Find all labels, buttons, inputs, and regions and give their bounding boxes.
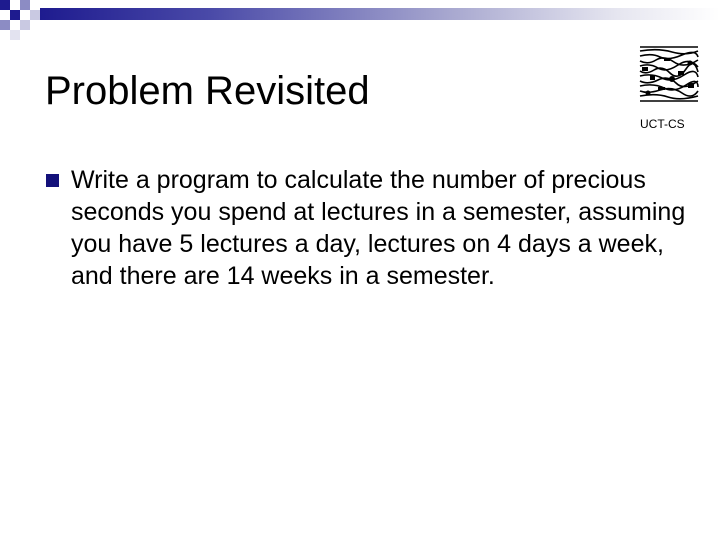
logo-caption: UCT-CS	[640, 117, 685, 131]
uct-cs-logo-icon	[638, 43, 700, 105]
bullet-list	[40, 164, 690, 292]
square-bullet-icon	[46, 174, 59, 187]
bullet-text: Write a program to calculate the number of precious seconds you spend at lectures in a semester, assuming you have 5 lectures a day, lectures on 4 days a week, and there are 14 weeks in a semester.	[71, 166, 686, 290]
slide-title: Problem Revisited	[45, 69, 370, 113]
top-gradient-band	[40, 8, 720, 20]
decorative-squares	[0, 0, 60, 40]
bullet-item	[40, 164, 690, 292]
